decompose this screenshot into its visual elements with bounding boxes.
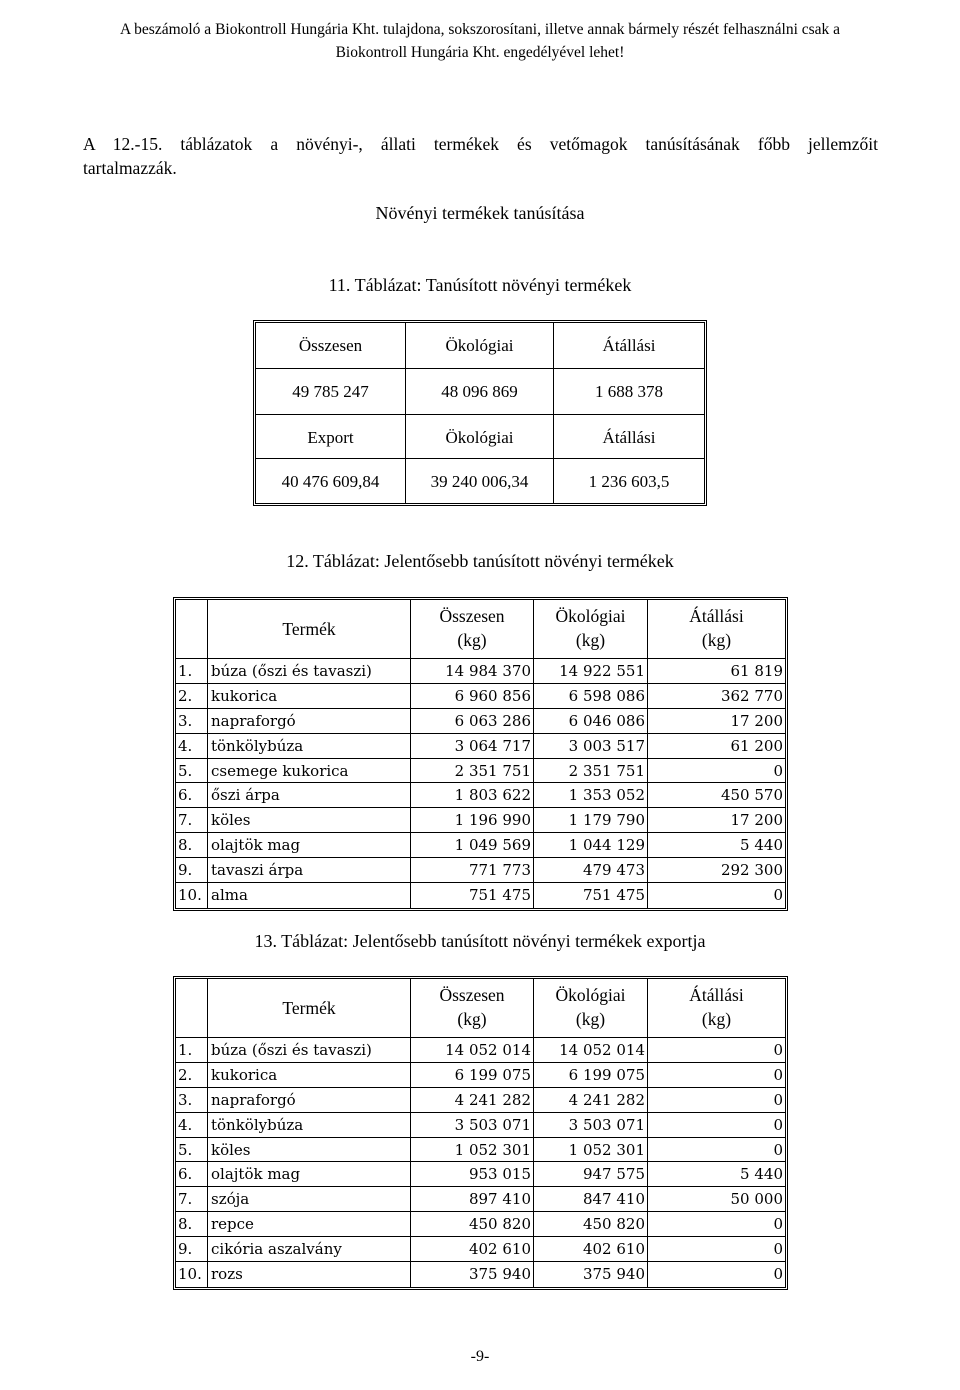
table11-row <box>256 369 704 414</box>
organic-kg: 3 003 517 <box>534 734 648 758</box>
total-kg: 14 984 370 <box>411 659 534 683</box>
conversion-kg: 0 <box>773 886 783 905</box>
row-number: 10. <box>176 1262 208 1287</box>
total-kg: 1 049 569 <box>411 833 534 857</box>
table11-cell: Átállási <box>602 427 656 447</box>
table11-cell: Ökológiai <box>406 323 554 368</box>
conversion-kg: 17 200 <box>730 811 783 830</box>
product-name: szója <box>208 1187 411 1211</box>
table11-cell: Ökológiai <box>406 415 554 460</box>
organic-kg: 479 473 <box>534 858 648 882</box>
table11 <box>255 322 705 504</box>
organic-kg: 2 351 751 <box>534 759 648 783</box>
product-name: tönkölybúza <box>208 1113 411 1137</box>
table-row <box>176 808 785 833</box>
product-name: napraforgó <box>208 709 411 733</box>
table-row <box>176 734 785 759</box>
table11-row <box>256 415 704 460</box>
table13-header-number <box>176 979 208 1037</box>
organic-kg: 6 598 086 <box>534 684 648 708</box>
organic-kg: 6 199 075 <box>534 1063 648 1087</box>
row-number: 6. <box>176 783 208 807</box>
row-number: 2. <box>176 1063 208 1087</box>
product-name: búza (őszi és tavaszi) <box>208 1038 411 1062</box>
conversion-kg: 61 200 <box>730 736 783 755</box>
row-number: 3. <box>176 1088 208 1112</box>
table12-header <box>176 600 785 659</box>
table13-header-product: Termék <box>208 979 411 1037</box>
section-title: Növényi termékek tanúsítása <box>375 203 585 223</box>
conversion-kg: 0 <box>773 1115 783 1134</box>
table13 <box>175 978 786 1288</box>
conversion-kg: 5 440 <box>740 1165 783 1184</box>
conversion-kg: 0 <box>773 1240 783 1259</box>
intro-paragraph <box>83 132 878 180</box>
conversion-kg: 0 <box>773 1215 783 1234</box>
table-row <box>176 659 785 684</box>
product-name: köles <box>208 808 411 832</box>
table12-body <box>176 659 785 908</box>
intro-line-1: A 12.-15. táblázatok a növényi-, állati termékek és vetőmagok tanúsításának főbb jellemzőit <box>83 134 878 154</box>
table-row <box>176 1262 785 1287</box>
table-row <box>176 1237 785 1262</box>
total-kg: 450 820 <box>411 1212 534 1236</box>
table-row <box>176 1212 785 1237</box>
total-kg: 4 241 282 <box>411 1088 534 1112</box>
table13-header-conversion <box>648 979 785 1037</box>
table12-header-product: Termék <box>208 600 411 658</box>
table13-header-total <box>411 979 534 1037</box>
table-row <box>176 1187 785 1212</box>
total-kg: 953 015 <box>411 1162 534 1186</box>
conversion-kg: 61 819 <box>730 662 783 680</box>
row-number: 5. <box>176 759 208 783</box>
product-name: búza (őszi és tavaszi) <box>208 659 411 683</box>
total-kg: 6 199 075 <box>411 1063 534 1087</box>
total-kg: 402 610 <box>411 1237 534 1261</box>
conversion-kg: 5 440 <box>740 836 783 855</box>
table11-cell: Export <box>256 415 406 460</box>
table-row <box>176 1038 785 1063</box>
total-kg: 3 064 717 <box>411 734 534 758</box>
table11-cell: 1 688 378 <box>595 381 663 401</box>
conversion-kg: 50 000 <box>730 1190 783 1209</box>
product-name: tavaszi árpa <box>208 858 411 882</box>
organic-kg: 402 610 <box>534 1237 648 1261</box>
product-name: rozs <box>208 1262 411 1287</box>
organic-kg: 1 179 790 <box>534 808 648 832</box>
total-kg: 1 196 990 <box>411 808 534 832</box>
header-text: Átállási <box>689 606 744 626</box>
row-number: 8. <box>176 1212 208 1236</box>
header-text: Ökológiai <box>555 985 626 1005</box>
row-number: 4. <box>176 1113 208 1137</box>
organic-kg: 375 940 <box>534 1262 648 1287</box>
table11-cell: 1 236 603,5 <box>588 471 670 491</box>
total-kg: 14 052 014 <box>411 1038 534 1062</box>
table13-caption: 13. Táblázat: Jelentősebb tanúsított növényi termékek exportja <box>254 931 706 951</box>
table-row <box>176 684 785 709</box>
organic-kg: 1 052 301 <box>534 1138 648 1162</box>
table11-cell: 49 785 247 <box>256 369 406 414</box>
table11-cell: 39 240 006,34 <box>406 459 554 504</box>
header-text: Összesen <box>439 606 505 626</box>
row-number: 9. <box>176 858 208 882</box>
table13-header <box>176 979 785 1038</box>
table11-row <box>256 323 704 368</box>
table-row <box>176 1162 785 1187</box>
product-name: tönkölybúza <box>208 734 411 758</box>
product-name: napraforgó <box>208 1088 411 1112</box>
row-number: 9. <box>176 1237 208 1261</box>
conversion-kg: 0 <box>773 1065 783 1084</box>
header-unit: (kg) <box>575 630 606 650</box>
table-row <box>176 709 785 734</box>
organic-kg: 450 820 <box>534 1212 648 1236</box>
row-number: 10. <box>176 883 208 908</box>
conversion-kg: 0 <box>773 1265 783 1284</box>
table11-caption: 11. Táblázat: Tanúsított növényi termékek <box>328 275 632 295</box>
header-unit: (kg) <box>701 1009 732 1029</box>
page-header <box>60 18 900 64</box>
organic-kg: 6 046 086 <box>534 709 648 733</box>
organic-kg: 3 503 071 <box>534 1113 648 1137</box>
table12-caption: 12. Táblázat: Jelentősebb tanúsított növényi termékek <box>286 551 674 571</box>
table12 <box>175 599 786 909</box>
product-name: alma <box>208 883 411 908</box>
row-number: 8. <box>176 833 208 857</box>
header-text: Átállási <box>689 985 744 1005</box>
table13-header-organic <box>534 979 648 1037</box>
organic-kg: 1 353 052 <box>534 783 648 807</box>
table11-cell: 48 096 869 <box>406 369 554 414</box>
table-row <box>176 1063 785 1088</box>
row-number: 4. <box>176 734 208 758</box>
header-unit: (kg) <box>457 630 487 650</box>
conversion-kg: 0 <box>773 1140 783 1159</box>
row-number: 7. <box>176 808 208 832</box>
table12-header-organic <box>534 600 648 658</box>
organic-kg: 847 410 <box>534 1187 648 1211</box>
product-name: olajtök mag <box>208 1162 411 1186</box>
table12-header-number <box>176 600 208 658</box>
header-unit: (kg) <box>457 1009 487 1029</box>
table-row <box>176 1113 785 1138</box>
table12-header-conversion <box>648 600 785 658</box>
total-kg: 897 410 <box>411 1187 534 1211</box>
page-number: -9- <box>470 1348 490 1365</box>
header-unit: (kg) <box>701 630 732 650</box>
row-number: 5. <box>176 1138 208 1162</box>
table-row <box>176 883 785 908</box>
table-row <box>176 783 785 808</box>
product-name: csemege kukorica <box>208 759 411 783</box>
conversion-kg: 450 570 <box>720 786 783 805</box>
table-row <box>176 759 785 784</box>
total-kg: 2 351 751 <box>411 759 534 783</box>
header-text: Ökológiai <box>555 606 626 626</box>
header-text: Összesen <box>439 985 505 1005</box>
conversion-kg: 0 <box>773 761 783 780</box>
product-name: őszi árpa <box>208 783 411 807</box>
organic-kg: 14 052 014 <box>534 1038 648 1062</box>
header-line-2: Biokontroll Hungária Kht. engedélyével lehet! <box>335 44 625 61</box>
row-number: 6. <box>176 1162 208 1186</box>
total-kg: 1 052 301 <box>411 1138 534 1162</box>
table11-cell: Átállási <box>602 335 656 355</box>
conversion-kg: 362 770 <box>720 686 783 705</box>
table12-header-total <box>411 600 534 658</box>
total-kg: 375 940 <box>411 1262 534 1287</box>
row-number: 2. <box>176 684 208 708</box>
table11-row <box>256 459 704 504</box>
header-unit: (kg) <box>575 1009 606 1029</box>
organic-kg: 947 575 <box>534 1162 648 1186</box>
total-kg: 3 503 071 <box>411 1113 534 1137</box>
product-name: cikória aszalvány <box>208 1237 411 1261</box>
table-row <box>176 858 785 883</box>
conversion-kg: 0 <box>773 1041 783 1059</box>
table-row <box>176 1138 785 1163</box>
total-kg: 1 803 622 <box>411 783 534 807</box>
table11-cell: Összesen <box>256 323 406 368</box>
product-name: kukorica <box>208 684 411 708</box>
row-number: 3. <box>176 709 208 733</box>
table11-cell: 40 476 609,84 <box>256 459 406 504</box>
table-row <box>176 833 785 858</box>
table13-body <box>176 1038 785 1287</box>
row-number: 1. <box>176 659 208 683</box>
total-kg: 751 475 <box>411 883 534 908</box>
conversion-kg: 0 <box>773 1090 783 1109</box>
header-line-1: A beszámoló a Biokontroll Hungária Kht. tulajdona, sokszorosítani, illetve annak bármely részét felhasználni csak a <box>119 21 841 38</box>
organic-kg: 751 475 <box>534 883 648 908</box>
product-name: repce <box>208 1212 411 1236</box>
total-kg: 6 063 286 <box>411 709 534 733</box>
organic-kg: 14 922 551 <box>534 659 648 683</box>
table-row <box>176 1088 785 1113</box>
product-name: olajtök mag <box>208 833 411 857</box>
product-name: köles <box>208 1138 411 1162</box>
row-number: 1. <box>176 1038 208 1062</box>
organic-kg: 4 241 282 <box>534 1088 648 1112</box>
conversion-kg: 292 300 <box>720 861 783 880</box>
total-kg: 771 773 <box>411 858 534 882</box>
product-name: kukorica <box>208 1063 411 1087</box>
row-number: 7. <box>176 1187 208 1211</box>
total-kg: 6 960 856 <box>411 684 534 708</box>
conversion-kg: 17 200 <box>730 711 783 730</box>
organic-kg: 1 044 129 <box>534 833 648 857</box>
intro-line-2: tartalmazzák. <box>83 158 177 178</box>
